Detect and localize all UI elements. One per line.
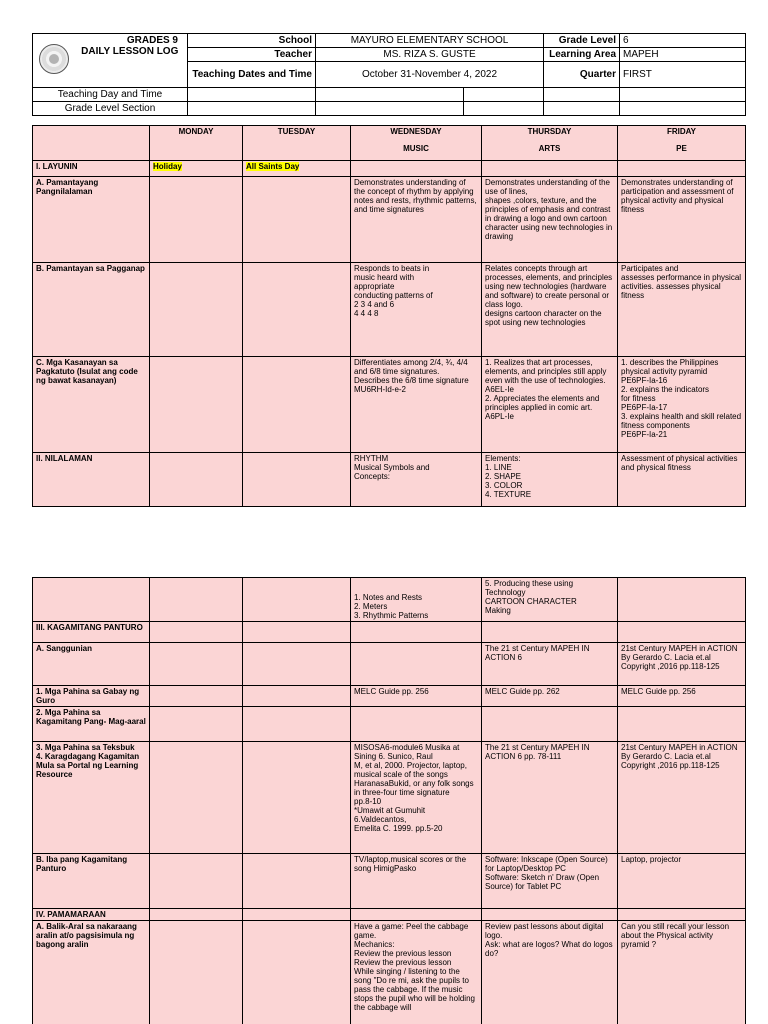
day-tuesday: TUESDAY (243, 126, 351, 161)
day-thursday-label: THURSDAY (527, 127, 572, 136)
row-label-pamamaraan: IV. PAMAMARAAN (33, 909, 150, 921)
wed-content: RHYTHM Musical Symbols and Concepts: (351, 453, 482, 507)
grade-level-value: 6 (620, 34, 746, 48)
wed-teacher-guide: MELC Guide pp. 256 (351, 686, 482, 707)
wed-review: Have a game: Peel the cabbage game. Mechanics: Review the previous lesson Review the previous lesson While singing / listening to the song "Do re mi, ask the pupils to pass the cabbage. If the music stops the pupil who will be holding the cabbage will (351, 921, 482, 1024)
header-table (32, 33, 746, 116)
wed-textbook: MISOSA6-module6 Musika at Sining 6. Sunico, Raul M, et al, 2000. Projector, laptop, musical scale of the songs HaranasaBukid, or any folk songs in three-four time signature pp.8-10 *Umawit at Gumuhit 6.Valdecantos, Emelita C. 1999. pp.5-20 (351, 742, 482, 854)
day-thursday (482, 126, 618, 161)
school-value: MAYURO ELEMENTARY SCHOOL (316, 34, 544, 48)
row-label-gabay-ng-guro: 1. Mga Pahina sa Gabay ng Guro (33, 686, 150, 707)
fri-content-standard: Demonstrates understanding of participation and assessment of physical activity and physical fitness (618, 177, 746, 263)
deped-seal-icon (39, 44, 69, 74)
grade-level-section-label: Grade Level Section (33, 102, 188, 116)
teaching-dates-label: Teaching Dates and Time (188, 62, 316, 88)
row-label-mga-kasanayan: C. Mga Kasanayan sa Pagkatuto (Isulat ang code ng bawat kasanayan) (33, 357, 150, 453)
row-label-balik-aral: A. Balik-Aral sa nakaraang aralin at/o pagsisimula ng bagong aralin (33, 921, 150, 1024)
subject-pe: PE (676, 144, 687, 153)
row-label-pamantayan-sa-pagganap: B. Pamantayan sa Pagganap (33, 263, 150, 357)
fri-other-materials: Laptop, projector (618, 854, 746, 909)
thu-performance-standard: Relates concepts through art processes, elements, and principles using new technologies (hardware and software) to create personal or class logo. designs cartoon character on the spot using new technologies (482, 263, 618, 357)
teacher-label: Teacher (188, 48, 316, 62)
day-monday: MONDAY (150, 126, 243, 161)
fri-performance-standard: Participates and assesses performance in physical activities. assesses physical fitness (618, 263, 746, 357)
tuesday-holiday-cell (243, 161, 351, 177)
monday-holiday-cell (150, 161, 243, 177)
fri-competencies: 1. describes the Philippines physical activity pyramid PE6PF-Ia-16 2. explains the indicators for fitness PE6PF-Ia-17 3. explains health and skill related fitness components PE6PF-Ia-21 (618, 357, 746, 453)
learning-area-label: Learning Area (544, 48, 620, 62)
thu-content-standard: Demonstrates understanding of the use of lines, shapes ,colors, texture, and the principles of emphasis and contrast in drawing a logo and own cartoon character using new technologies in drawing (482, 177, 618, 263)
thu-teacher-guide: MELC Guide pp. 262 (482, 686, 618, 707)
materials-procedure-table (32, 577, 746, 1024)
daily-lesson-log-title: DAILY LESSON LOG (81, 46, 179, 57)
all-saints-tag: All Saints Day (246, 162, 300, 171)
row-label-sanggunian: A. Sanggunian (33, 643, 150, 686)
thu-competencies: 1. Realizes that art processes, elements, and principles still apply even with the use of technologies. A6EL-Ie 2. Appreciates the elements and principles applied in comic art. A6PL-Ie (482, 357, 618, 453)
wed-topics: 1. Notes and Rests 2. Meters 3. Rhythmic Patterns (351, 578, 482, 622)
day-friday (618, 126, 746, 161)
wed-content-standard: Demonstrates understanding of the concept of rhythm by applying notes and rests, rhythmic patterns, and time signatures (351, 177, 482, 263)
layunin-label: I. LAYUNIN (33, 161, 150, 177)
corner-cell (33, 126, 150, 161)
grades-label: GRADES 9 (126, 35, 178, 46)
day-wednesday (351, 126, 482, 161)
thu-other-materials: Software: Inkscape (Open Source) for Laptop/Desktop PC Software: Sketch n' Draw (Open Source) for Tablet PC (482, 854, 618, 909)
subject-arts: ARTS (538, 144, 561, 153)
logo-cell (33, 34, 73, 88)
fri-review: Can you still recall your lesson about the Physical activity pyramid ? (618, 921, 746, 1024)
quarter-label: Quarter (544, 62, 620, 88)
fri-teacher-guide: MELC Guide pp. 256 (618, 686, 746, 707)
thu-review: Review past lessons about digital logo. Ask: what are logos? What do logos do? (482, 921, 618, 1024)
row-label-nilalaman: II. NILALAMAN (33, 453, 150, 507)
row-label-pamantayang-pangnilalaman: A. Pamantayang Pangnilalaman (33, 177, 150, 263)
quarter-value: FIRST (620, 62, 746, 88)
wed-other-materials: TV/laptop,musical scores or the song HimigPasko (351, 854, 482, 909)
wed-performance-standard: Responds to beats in music heard with appropriate conducting patterns of 2 3 4 and 6 4 4 4 8 (351, 263, 482, 357)
learning-area-value: MAPEH (620, 48, 746, 62)
thu-topics: 5. Producing these using Technology CARTOON CHARACTER Making (482, 578, 618, 622)
fri-textbook: 21st Century MAPEH in ACTION By Gerardo C. Lacia et.al Copyright ,2016 pp.118-125 (618, 742, 746, 854)
objectives-table (32, 125, 746, 507)
day-wednesday-label: WEDNESDAY (390, 127, 442, 136)
holiday-tag: Holiday (153, 162, 182, 171)
row-label-iba-pang-kagamitan: B. Iba pang Kagamitang Panturo (33, 854, 150, 909)
teksbuk-label: 3. Mga Pahina sa Teksbuk (36, 743, 135, 752)
teaching-day-time-label: Teaching Day and Time (33, 88, 188, 102)
teaching-dates-value: October 31-November 4, 2022 (316, 62, 544, 88)
row-label-teksbuk-and-portal (33, 742, 150, 854)
school-label: School (188, 34, 316, 48)
teacher-value: MS. RIZA S. GUSTE (316, 48, 544, 62)
fri-references: 21st Century MAPEH in ACTION By Gerardo C. Lacia et.al Copyright ,2016 pp.118-125 (618, 643, 746, 686)
log-title-cell (73, 34, 188, 88)
thu-content: Elements: 1. LINE 2. SHAPE 3. COLOR 4. TEXTURE (482, 453, 618, 507)
subject-music: MUSIC (403, 144, 429, 153)
row-label-kagamitang-panturo: III. KAGAMITANG PANTURO (33, 622, 150, 643)
portal-label: 4. Karagdagang Kagamitan Mula sa Portal ng Learning Resource (36, 752, 140, 779)
fri-content: Assessment of physical activities and physical fitness (618, 453, 746, 507)
row-label-kagamitang-pang-mag-aaral: 2. Mga Pahina sa Kagamitang Pang- Mag-aaral (33, 707, 150, 742)
wed-competencies: Differentiates among 2/4, ¾, 4/4 and 6/8 time signatures. Describes the 6/8 time signature MU6RH-Id-e-2 (351, 357, 482, 453)
day-friday-label: FRIDAY (666, 127, 697, 136)
grade-level-label: Grade Level (544, 34, 620, 48)
thu-references: The 21 st Century MAPEH IN ACTION 6 (482, 643, 618, 686)
thu-textbook: The 21 st Century MAPEH IN ACTION 6 pp. 78-111 (482, 742, 618, 854)
